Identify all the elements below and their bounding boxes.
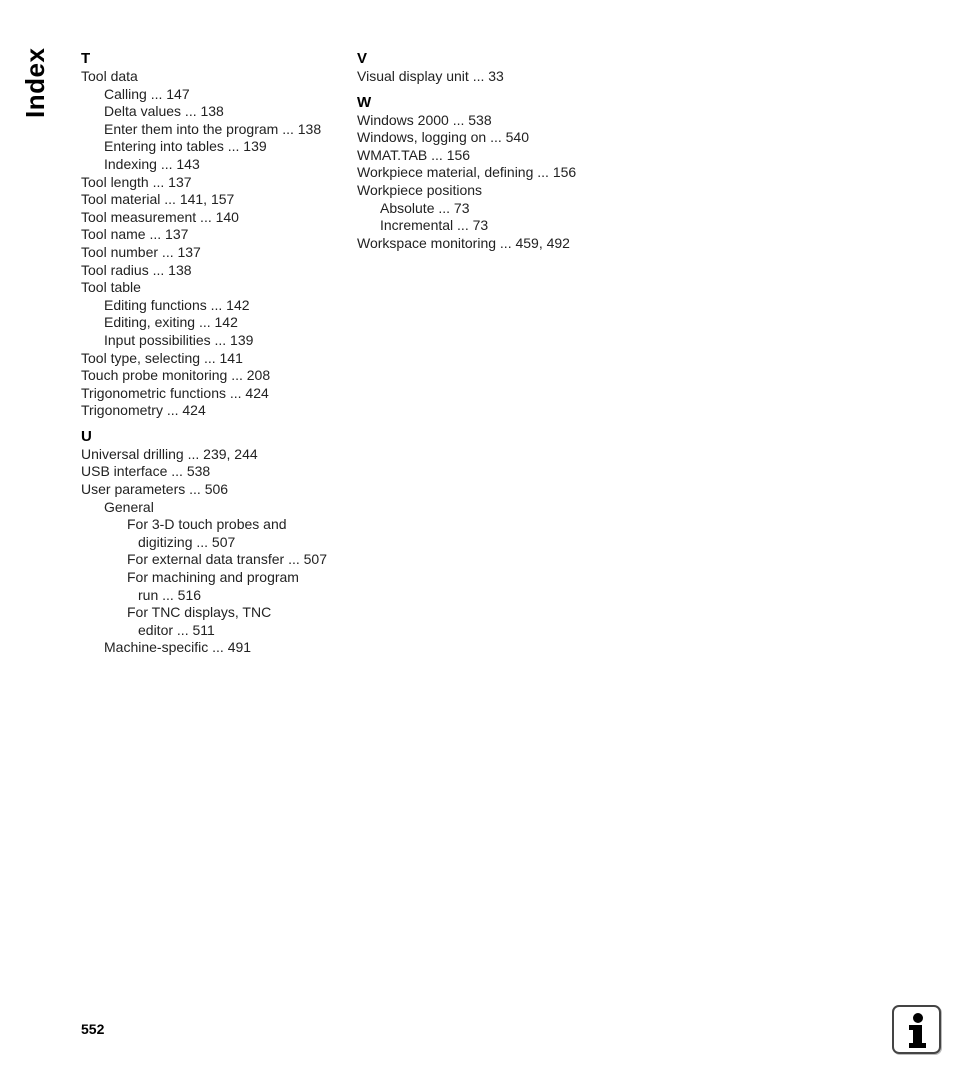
index-section-v [357, 50, 637, 86]
index-entry: Absolute ... 73 [380, 199, 470, 216]
index-entry: Trigonometry ... 424 [81, 402, 206, 419]
index-entry: Tool data [81, 68, 138, 84]
index-entry: Windows, logging on ... 540 [357, 129, 529, 146]
index-entry: WMAT.TAB ... 156 [357, 146, 471, 163]
section-letter: W [357, 93, 372, 111]
index-entry: Editing functions ... 142 [104, 296, 250, 313]
index-entry: For 3-D touch probes and [127, 516, 287, 533]
index-entry: User parameters ... 506 [81, 481, 229, 498]
section-letter: T [81, 50, 91, 67]
index-entry: Indexing ... 143 [104, 155, 200, 172]
index-entry: Tool type, selecting ... 141 [81, 349, 243, 366]
index-entry: Tool material ... 141, 157 [81, 191, 235, 208]
index-entry: Workpiece material, defining ... 156 [357, 164, 577, 181]
index-entry: Tool measurement ... 140 [81, 208, 239, 225]
index-section-t [81, 50, 346, 420]
index-entry: Tool radius ... 138 [81, 261, 192, 278]
index-entry: Tool name ... 137 [81, 226, 189, 243]
index-entry: digitizing ... 507 [138, 533, 236, 550]
index-entry: For machining and program [127, 569, 299, 586]
index-entry: Enter them into the program ... 138 [104, 120, 322, 137]
index-section-w [357, 94, 637, 253]
page-number: 552 [81, 1021, 105, 1037]
index-entry: Machine-specific ... 491 [104, 639, 252, 656]
index-entry: Tool number ... 137 [81, 243, 201, 260]
info-glyph [894, 1007, 939, 1052]
index-entry: Calling ... 147 [104, 85, 190, 102]
index-entry: Windows 2000 ... 538 [357, 111, 492, 128]
index-entry: Incremental ... 73 [380, 217, 489, 234]
index-entry: USB interface ... 538 [81, 463, 211, 480]
section-letter: U [81, 427, 92, 445]
index-column-1 [81, 50, 346, 665]
index-entry: Input possibilities ... 139 [104, 331, 254, 348]
index-entry: Workpiece positions [357, 181, 483, 198]
index-entry: Touch probe monitoring ... 208 [81, 367, 271, 384]
index-entry: For TNC displays, TNC [127, 604, 272, 621]
index-entry: Workspace monitoring ... 459, 492 [357, 234, 570, 251]
index-entry: Entering into tables ... 139 [104, 138, 267, 155]
index-entry: For external data transfer ... 507 [127, 551, 327, 568]
section-title: Index [20, 47, 50, 118]
index-column-2 [357, 50, 637, 260]
index-entry: Tool length ... 137 [81, 173, 192, 190]
index-section-u [81, 428, 346, 657]
index-entry: Universal drilling ... 239, 244 [81, 445, 258, 462]
index-entry: Editing, exiting ... 142 [104, 314, 238, 331]
section-letter: V [357, 50, 368, 67]
index-entry: Trigonometric functions ... 424 [81, 384, 269, 401]
index-entry: Delta values ... 138 [104, 103, 224, 120]
index-entry: Visual display unit ... 33 [357, 68, 504, 84]
index-entry: editor ... 511 [138, 621, 215, 638]
info-icon [892, 1005, 941, 1054]
index-entry: run ... 516 [138, 586, 202, 603]
index-entry: Tool table [81, 279, 141, 296]
index-entry: General [104, 498, 154, 515]
